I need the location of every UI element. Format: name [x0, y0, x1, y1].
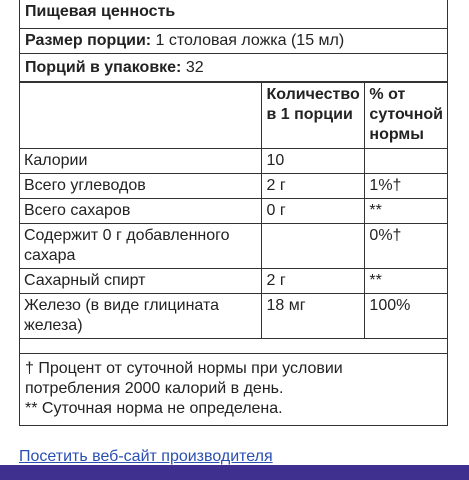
- nutrient-dv: [365, 149, 447, 174]
- footnote-dagger: † Процент от суточной нормы при условии потребления 2000 калорий в день.: [25, 360, 343, 397]
- nutrient-amount: [262, 224, 365, 269]
- manufacturer-website-link[interactable]: Посетить веб-сайт производителя: [19, 448, 273, 465]
- nutrition-table: [20, 82, 447, 339]
- nutrient-amount: 10: [262, 149, 365, 174]
- nutrient-dv: 1%†: [365, 174, 447, 199]
- nutrient-name: Железо (в виде глицината железа): [20, 294, 262, 339]
- table-row: [20, 269, 447, 294]
- header-name-cell: [20, 83, 262, 149]
- bottom-bar: [0, 465, 469, 480]
- nutrition-facts-panel: [19, 0, 448, 426]
- nutrient-amount: 18 мг: [262, 294, 365, 339]
- footnotes: [20, 353, 447, 419]
- table-header-row: [20, 83, 447, 149]
- nutrient-amount: 0 г: [262, 199, 365, 224]
- servings-per-container-value: 32: [181, 59, 204, 76]
- nutrient-amount: 2 г: [262, 269, 365, 294]
- nutrient-amount: 2 г: [262, 174, 365, 199]
- nutrient-dv: **: [365, 199, 447, 224]
- nutrient-name: Содержит 0 г добавленного сахара: [20, 224, 262, 269]
- header-dv-cell: % от суточной нормы: [365, 83, 447, 149]
- nutrient-name: Всего сахаров: [20, 199, 262, 224]
- nutrient-name: Сахарный спирт: [20, 269, 262, 294]
- nutrient-dv: 0%†: [365, 224, 447, 269]
- table-row: [20, 174, 447, 199]
- nutrient-dv: **: [365, 269, 447, 294]
- header-amount-cell: Количество в 1 порции: [262, 83, 365, 149]
- nutrient-name: Калории: [20, 149, 262, 174]
- servings-per-container-label: Порций в упаковке:: [25, 59, 182, 76]
- servings-per-container-row: [20, 54, 447, 82]
- nutrition-title: Пищевая ценность: [20, 0, 447, 29]
- serving-size-value: 1 столовая ложка (15 мл): [151, 32, 345, 49]
- table-row: [20, 224, 447, 269]
- nutrient-name: Всего углеводов: [20, 174, 262, 199]
- table-row: [20, 149, 447, 174]
- nutrient-dv: 100%: [365, 294, 447, 339]
- serving-size-label: Размер порции:: [25, 32, 152, 49]
- footnote-stars: ** Суточная норма не определена.: [25, 400, 283, 417]
- table-row: [20, 294, 447, 339]
- serving-size-row: [20, 29, 447, 54]
- table-row: [20, 199, 447, 224]
